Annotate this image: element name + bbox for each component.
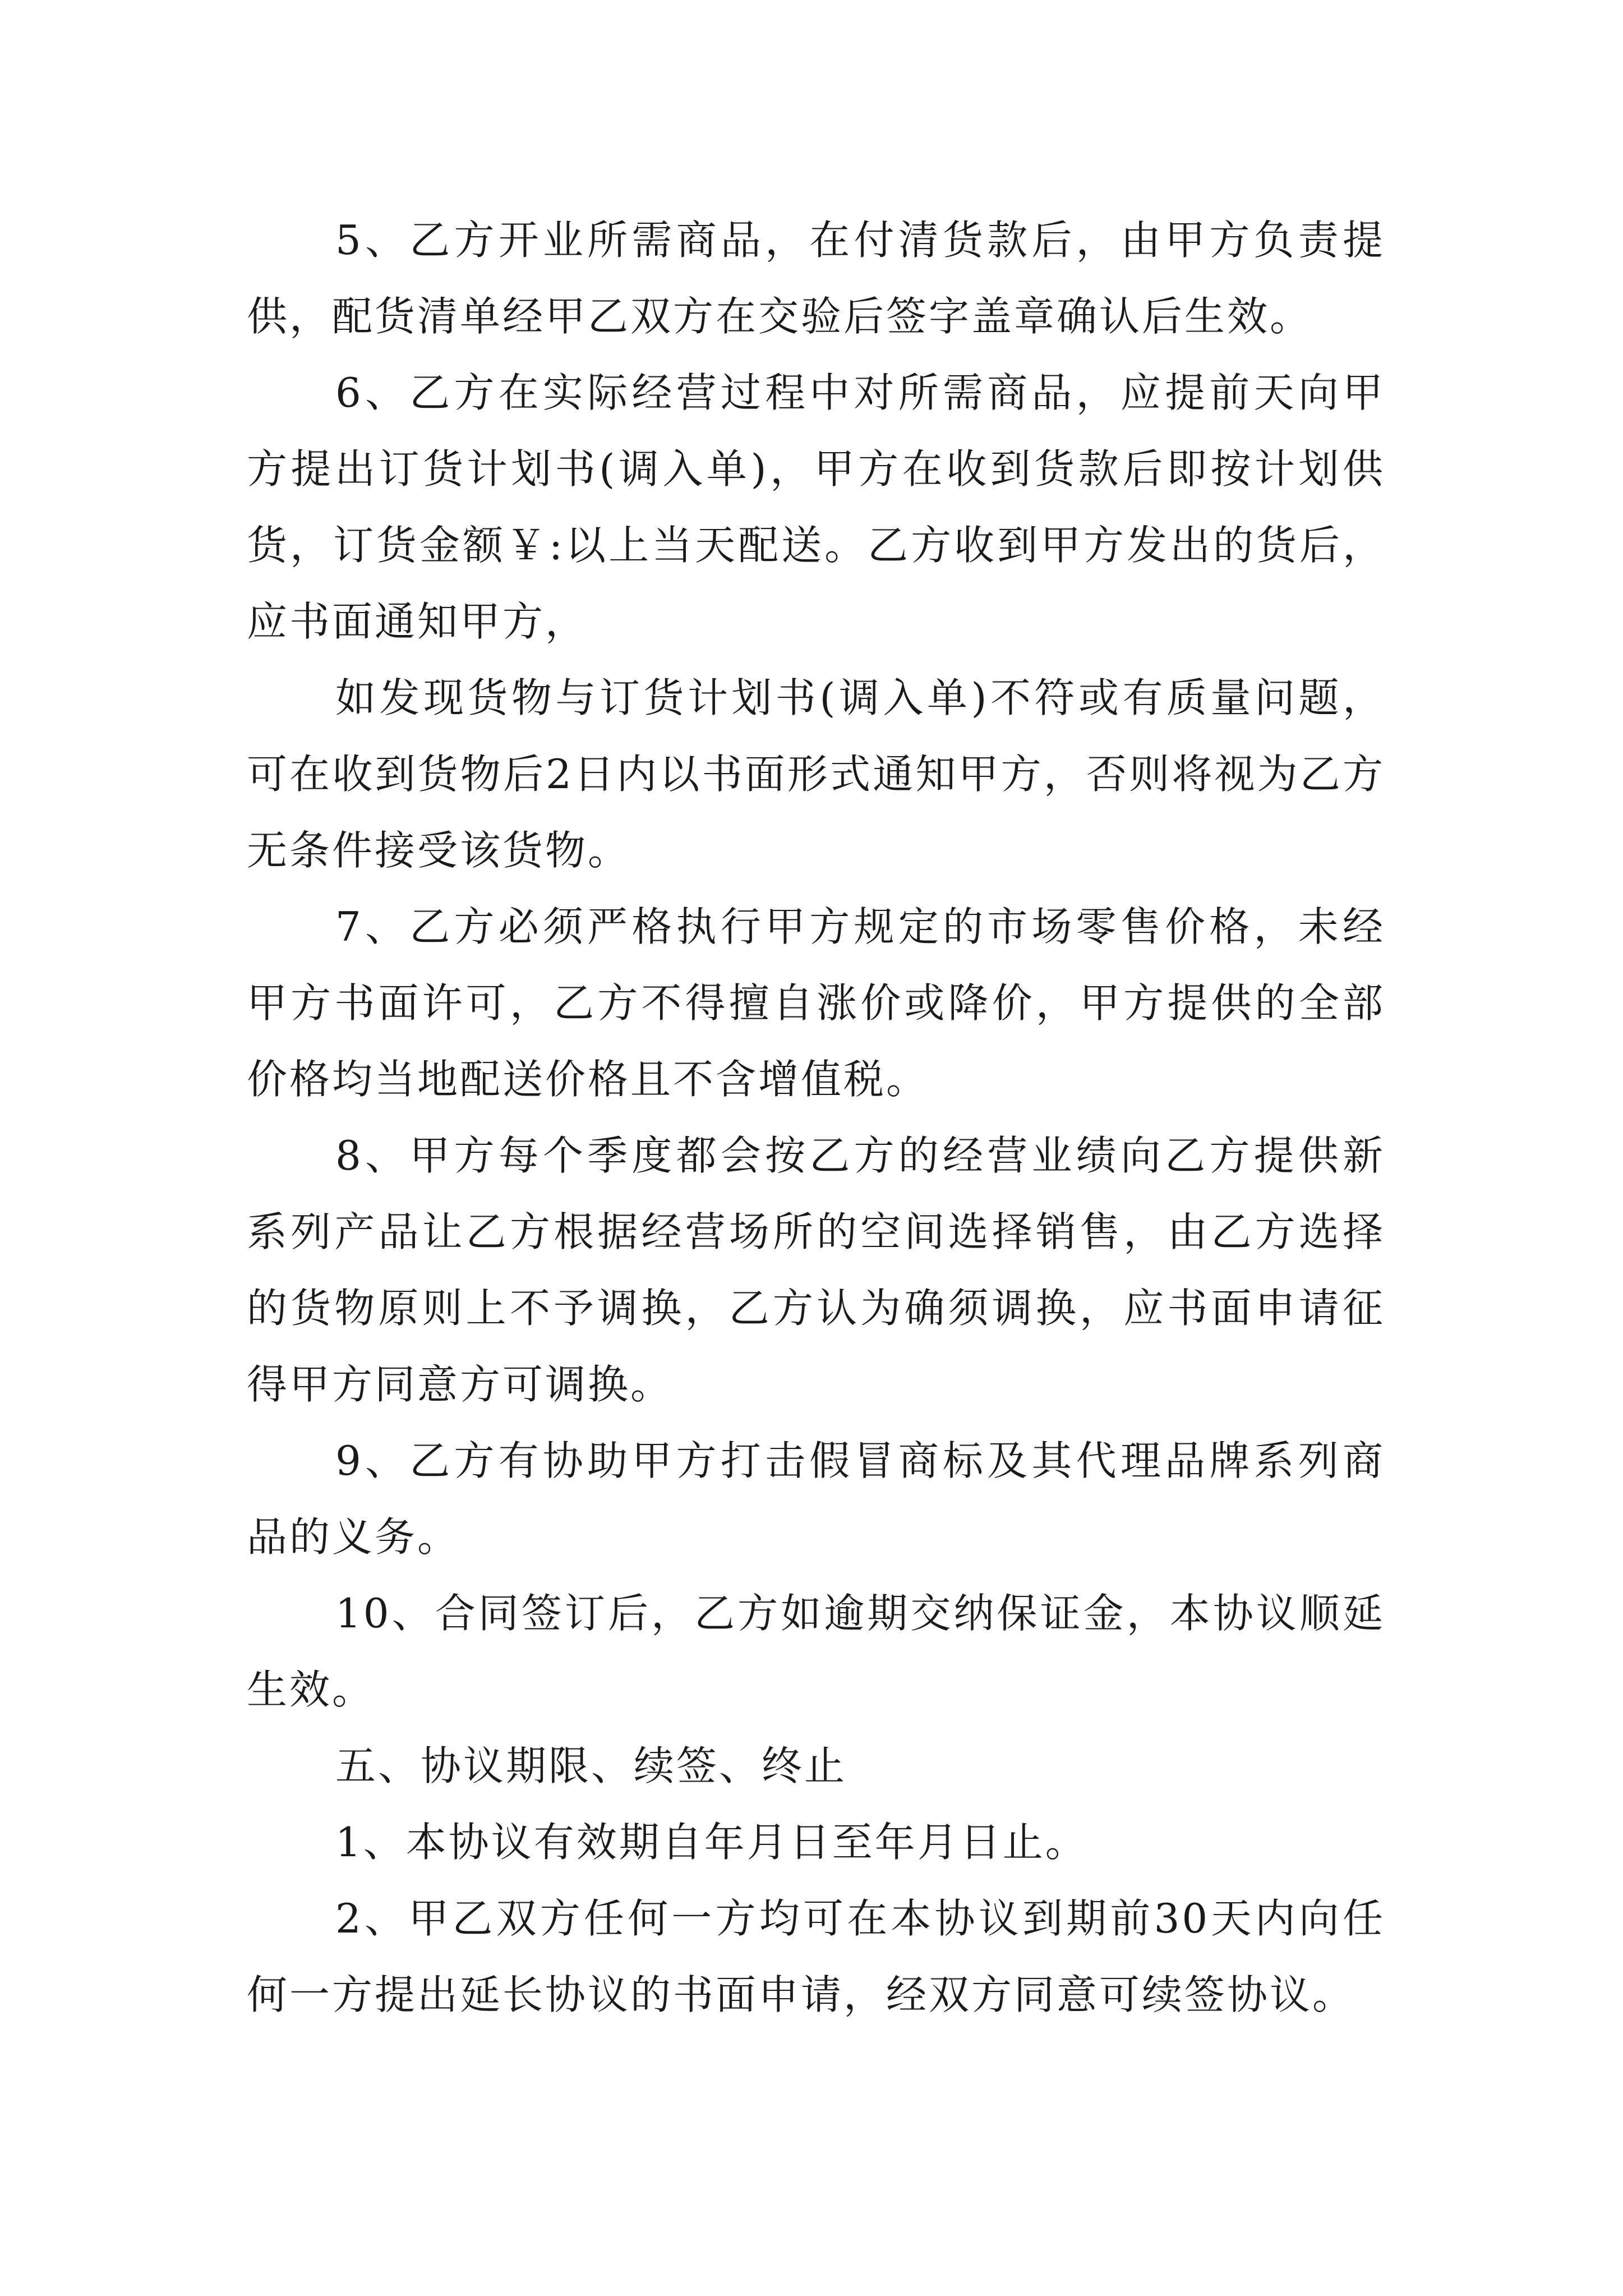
clause-9: 9、乙方有协助甲方打击假冒商标及其代理品牌系列商品的义务。 bbox=[247, 1437, 1385, 1561]
clause-6-continuation: 如发现货物与订货计划书(调入单)不符或有质量问题，可在收到货物后2日内以书面形式通知甲方，否则将视为乙方无条件接受该货物。 bbox=[247, 674, 1385, 874]
clause-8: 8、甲方每个季度都会按乙方的经营业绩向乙方提供新系列产品让乙方根据经营场所的空间选择销售，由乙方选择的货物原则上不予调换，乙方认为确须调换，应书面申请征得甲方同意方可调换。 bbox=[247, 1132, 1385, 1408]
term-clause-2: 2、甲乙双方任何一方均可在本协议到期前30天内向任何一方提出延长协议的书面申请，经双方同意可续签协议。 bbox=[247, 1895, 1385, 2018]
clause-10: 10、合同签订后，乙方如逾期交纳保证金，本协议顺延生效。 bbox=[247, 1590, 1385, 1713]
term-clause-1: 1、本协议有效期自年月日至年月日止。 bbox=[335, 1819, 1088, 1866]
clause-6: 6、乙方在实际经营过程中对所需商品，应提前天向甲方提出订货计划书(调入单)，甲方在收到货款后即按计划供货，订货金额￥:以上当天配送。乙方收到甲方发出的货后，应书面通知甲方， bbox=[247, 369, 1385, 645]
clause-7: 7、乙方必须严格执行甲方规定的市场零售价格，未经甲方书面许可，乙方不得擅自涨价或降价，甲方提供的全部价格均当地配送价格且不含增值税。 bbox=[247, 903, 1385, 1103]
section-heading-5: 五、协议期限、续签、终止 bbox=[335, 1742, 847, 1789]
document-body bbox=[247, 202, 1385, 2033]
clause-5: 5、乙方开业所需商品，在付清货款后，由甲方负责提供，配货清单经甲乙双方在交验后签字盖章确认后生效。 bbox=[247, 217, 1385, 340]
